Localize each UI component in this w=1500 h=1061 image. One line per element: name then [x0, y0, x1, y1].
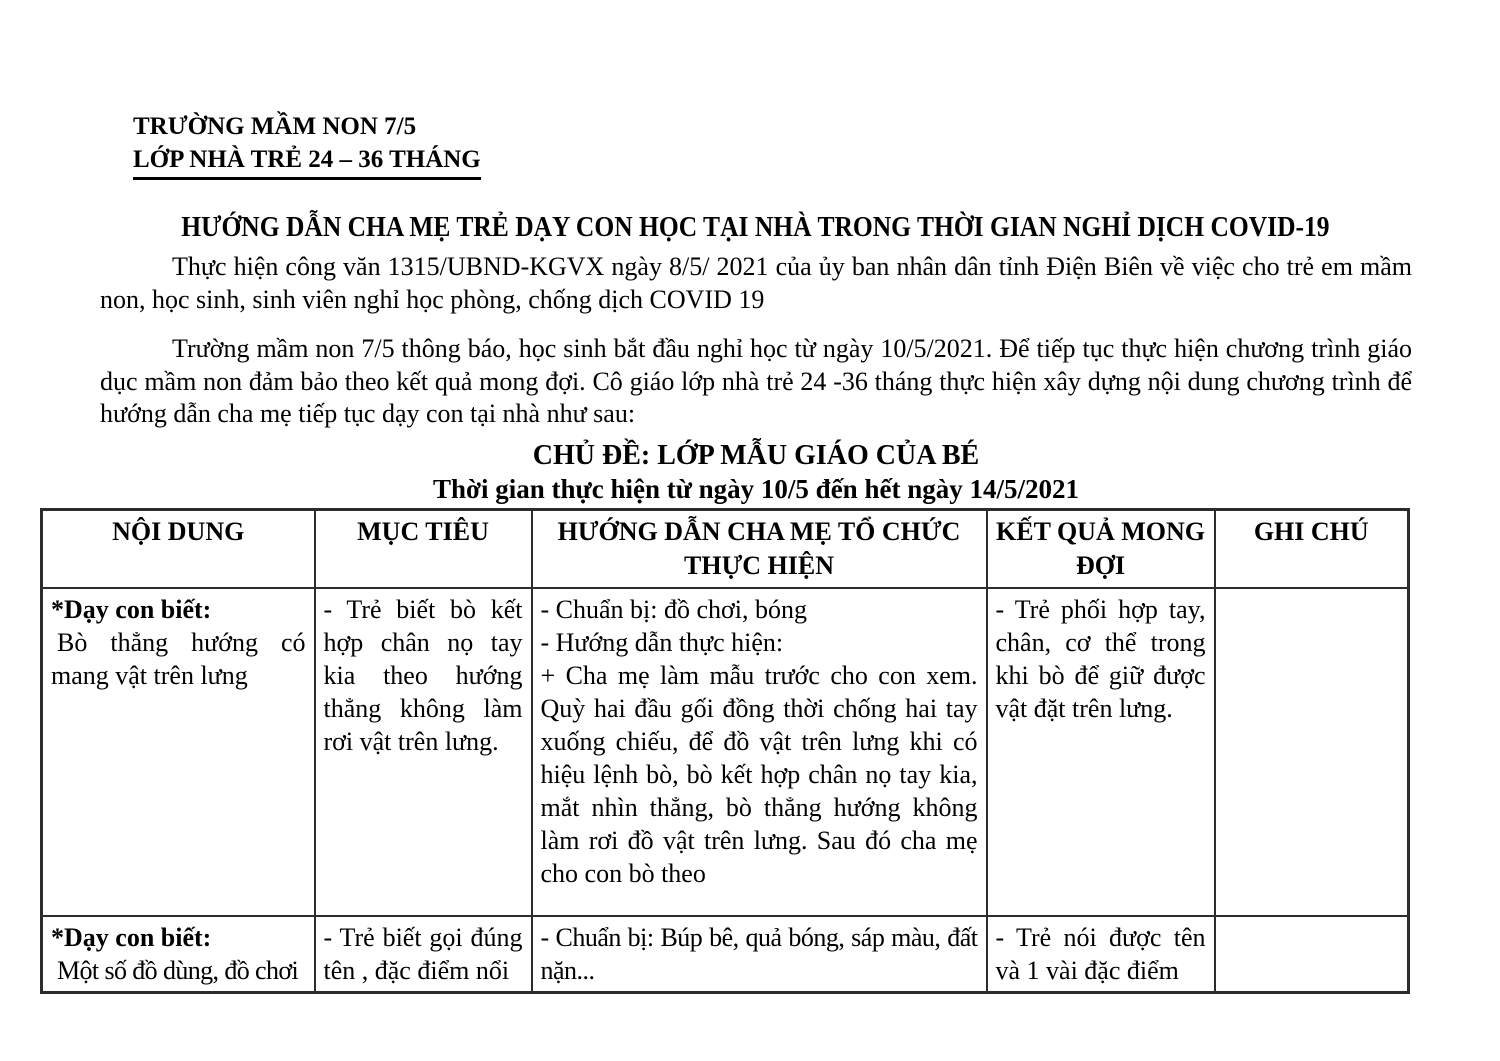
header-noi-dung: NỘI DUNG [42, 510, 315, 589]
cell-note [1215, 588, 1409, 916]
header-ghi-chu: GHI CHÚ [1215, 510, 1409, 589]
cell-expected [987, 588, 1215, 916]
topic-title: CHỦ ĐỀ: LỚP MẪU GIÁO CỦA BÉ [532, 440, 980, 471]
cell-content [42, 588, 315, 916]
document-title-text: HƯỚNG DẪN CHA MẸ TRẺ DẠY CON HỌC TẠI NHÀ TRONG THỜI GIAN NGHỈ DỊCH COVID-19 [180, 211, 1330, 243]
header-huong-dan-line1: HƯỚNG DẪN CHA MẸ TỔ CHỨC [557, 517, 961, 546]
cell-expected-text: - Trẻ nói được tên và 1 vài đặc điểm [995, 923, 1206, 985]
cell-note [1215, 916, 1409, 993]
cell-content-text: Bò thẳng hướng có mang vật trên lưng [51, 628, 306, 690]
header-huong-dan-line2: THỰC HIỆN [684, 551, 834, 580]
header-ket-qua-line2: ĐỢI [1075, 551, 1126, 580]
class-name [133, 143, 481, 180]
header-huong-dan [532, 510, 987, 589]
cell-objective-text: - Trẻ biết bò kết hợp chân nọ tay kia theo hướng thẳng không làm rơi vật trên lưng. [323, 595, 523, 756]
cell-expected-text: - Trẻ phối hợp tay, chân, cơ thể trong khi bò để giữ được vật đặt trên lưng. [995, 595, 1206, 723]
lesson-plan-table [40, 508, 1410, 994]
paragraph-legal-basis: Thực hiện công văn 1315/UBND-KGVX ngày 8/5/ 2021 của ủy ban nhân dân tỉnh Điện Biên về việc cho trẻ em mầm non, học sinh, sinh viên nghỉ học phòng, chống dịch COVID 19 [100, 252, 1412, 314]
cell-guide [532, 916, 987, 993]
cell-guide-p3: + Cha mẹ làm mẫu trước cho con xem. Quỳ hai đầu gối đồng thời chống hai tay xuống chiếu, để đồ vật trên lưng khi có hiệu lệnh bò, bò kết hợp chân nọ tay kia, mắt nhìn thẳng, bò thẳng hướng không làm rơi đồ vật trên lưng. Sau đó cha mẹ cho con bò theo [540, 661, 978, 888]
cell-content [42, 916, 315, 993]
table-row [42, 588, 1409, 916]
cell-objective-text: - Trẻ biết gọi đúng tên , đặc điểm nổi [323, 923, 523, 985]
document-title [95, 210, 1415, 244]
time-range: Thời gian thực hiện từ ngày 10/5 đến hết ngày 14/5/2021 [433, 474, 1079, 504]
school-name: TRƯỜNG MẦM NON 7/5 [133, 113, 417, 140]
cell-guide-p2: - Hướng dẫn thực hiện: [540, 628, 784, 657]
cell-guide [532, 588, 987, 916]
class-name-text: LỚP NHÀ TRẺ 24 – 36 THÁNG [133, 143, 481, 180]
table-header-row [42, 510, 1409, 589]
header-ket-qua-line1: KẾT QUẢ MONG [996, 517, 1205, 546]
cell-objective [315, 588, 532, 916]
header-muc-tieu: MỤC TIÊU [315, 510, 532, 589]
cell-expected [987, 916, 1215, 993]
cell-content-heading: *Dạy con biết: [51, 595, 212, 624]
cell-content-text: Một số đồ dùng, đồ chơi [57, 956, 299, 985]
paragraph-announcement: Trường mầm non 7/5 thông báo, học sinh bắt đầu nghỉ học từ ngày 10/5/2021. Để tiếp tục thực hiện chương trình giáo dục mầm non đảm bảo theo kết quả mong đợi. Cô giáo lớp nhà trẻ 24 -36 tháng thực hiện xây dựng nội dung chương trình để hướng dẫn cha mẹ tiếp tục dạy con tại nhà như sau: [100, 334, 1412, 428]
cell-guide-p1: - Chuẩn bị: đồ chơi, bóng [540, 595, 807, 624]
cell-objective [315, 916, 532, 993]
cell-content-heading: *Dạy con biết: [51, 923, 212, 952]
table-row [42, 916, 1409, 993]
header-ket-qua [987, 510, 1215, 589]
document-header [133, 110, 481, 180]
cell-guide-p1: - Chuẩn bị: Búp bê, quả bóng, sáp màu, đất nặn... [540, 923, 978, 985]
